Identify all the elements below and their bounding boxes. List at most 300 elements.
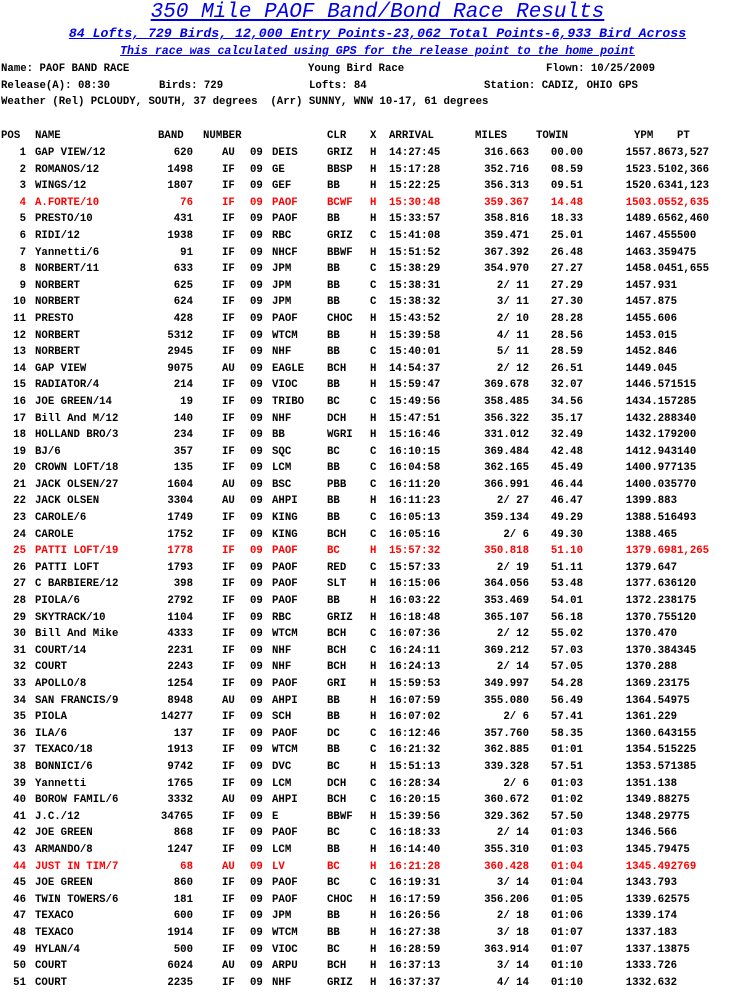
table-row (1, 427, 753, 444)
cell-band-year: 09 (250, 595, 263, 608)
table-row (1, 328, 753, 345)
cell-sex: C (370, 296, 377, 309)
cell-pos: 48 (13, 926, 26, 939)
cell-band-year: 09 (250, 412, 263, 425)
cell-pos: 17 (13, 412, 26, 425)
cell-arrival: 16:07:59 (389, 694, 441, 707)
cell-ypm: 1432.179 (625, 429, 677, 442)
cell-band-code: SCH (272, 711, 292, 724)
cell-band-code: WTCM (272, 329, 298, 342)
cell-sex: H (370, 611, 377, 624)
table-row (1, 875, 753, 892)
cell-arrival: 15:22:25 (389, 180, 441, 193)
cell-ypm: 1364.549 (625, 694, 677, 707)
cell-miles: 350.818 (484, 545, 529, 558)
header-band: BAND (158, 130, 184, 142)
cell-name: RIDI/12 (35, 229, 80, 242)
cell-band-code: NHF (272, 412, 292, 425)
cell-band-code: DEIS (272, 147, 298, 159)
cell-color: BC (327, 445, 340, 458)
table-row (1, 958, 753, 975)
cell-towin: 32.07 (550, 379, 583, 392)
cell-arrival: 15:51:13 (389, 760, 441, 773)
cell-band-prefix: AU (222, 860, 235, 873)
cell-arrival: 16:15:06 (389, 578, 441, 591)
cell-band-prefix: IF (222, 180, 235, 193)
cell-band-year: 09 (250, 445, 263, 458)
cell-pos: 36 (13, 727, 26, 740)
cell-color: BB (327, 329, 340, 342)
cell-name: A.FORTE/10 (35, 196, 100, 209)
cell-band-code: DVC (272, 760, 292, 773)
cell-sex: C (370, 279, 377, 292)
cell-ypm: 1452.846 (625, 346, 677, 359)
cell-band: 3304 (167, 495, 193, 508)
cell-sex: H (370, 694, 377, 707)
cell-band-prefix: IF (222, 578, 235, 591)
cell-color: BCWF (327, 196, 353, 209)
cell-band: 398 (173, 578, 193, 591)
cell-pos: 11 (13, 312, 26, 325)
cell-band-year: 09 (250, 379, 263, 392)
cell-towin: 01:07 (550, 926, 583, 939)
cell-towin: 57.05 (550, 661, 583, 674)
table-row (1, 228, 753, 245)
cell-arrival: 16:18:48 (389, 611, 441, 624)
cell-pos: 10 (13, 296, 26, 309)
cell-color: GRIZ (327, 147, 353, 159)
cell-band-year: 09 (250, 661, 263, 674)
cell-arrival: 15:51:52 (389, 246, 441, 259)
cell-arrival: 16:37:37 (389, 976, 441, 989)
cell-color: CHOC (327, 893, 353, 906)
cell-points: 175 (677, 595, 697, 608)
cell-towin: 34.56 (550, 395, 583, 408)
cell-band-year: 09 (250, 976, 263, 989)
cell-name: NORBERT (35, 296, 80, 309)
cell-band-code: NHCF (272, 246, 298, 259)
cell-towin: 01:07 (550, 943, 583, 956)
cell-miles: 369.484 (484, 445, 529, 458)
cell-band-code: JPM (272, 279, 292, 292)
cell-band: 624 (173, 296, 193, 309)
table-row (1, 975, 753, 992)
cell-band-year: 09 (250, 678, 263, 690)
cell-name: COURT/14 (35, 644, 87, 657)
cell-color: GRIZ (327, 611, 353, 624)
cell-towin: 28.56 (550, 329, 583, 342)
cell-name: HYLAN/4 (35, 943, 80, 956)
cell-name: J.C./12 (35, 810, 80, 823)
cell-name: TEXACO (35, 910, 74, 923)
race-name: Name: PAOF BAND RACE (1, 63, 130, 75)
cell-sex: H (370, 893, 377, 906)
cell-points: 493 (677, 512, 697, 525)
info-line-2 (1, 78, 751, 94)
cell-miles: 355.310 (484, 843, 529, 856)
cell-band-prefix: IF (222, 462, 235, 475)
cell-miles: 2/ 6 (503, 777, 529, 790)
cell-towin: 26.48 (550, 246, 583, 259)
cell-color: BCH (327, 960, 347, 973)
cell-band-prefix: IF (222, 877, 235, 890)
table-row (1, 145, 753, 162)
cell-band-year: 09 (250, 229, 263, 242)
cell-points: 2,635 (677, 196, 710, 209)
cell-band-prefix: IF (222, 893, 235, 906)
cell-sex: C (370, 346, 377, 359)
cell-miles: 363.914 (484, 943, 529, 956)
cell-pos: 37 (13, 744, 26, 757)
cell-band-year: 09 (250, 877, 263, 890)
cell-points: 75 (677, 893, 690, 906)
cell-band: 860 (173, 877, 193, 890)
cell-miles: 355.080 (484, 694, 529, 707)
cell-towin: 01:03 (550, 777, 583, 790)
cell-arrival: 16:28:59 (389, 943, 441, 956)
cell-points: 1,655 (677, 263, 710, 276)
cell-name: TWIN TOWERS/6 (35, 893, 119, 906)
table-row (1, 527, 753, 544)
cell-name: JOE GREEN/14 (35, 395, 112, 408)
cell-color: BB (327, 296, 340, 309)
cell-towin: 46.47 (550, 495, 583, 508)
release-time: Release(A): 08:30 (1, 80, 111, 92)
cell-name: NORBERT (35, 279, 80, 292)
cell-sex: C (370, 727, 377, 740)
cell-color: BB (327, 379, 340, 392)
cell-band-code: PAOF (272, 595, 298, 608)
cell-band: 357 (173, 445, 193, 458)
header-arrival: ARRIVAL (389, 130, 434, 142)
table-row (1, 460, 753, 477)
cell-color: DC (327, 727, 340, 740)
cell-band-year: 09 (250, 561, 263, 574)
cell-band: 1913 (167, 744, 193, 757)
race-summary: 84 Lofts, 729 Birds, 12,000 Entry Points-23,062 Total Points-6,933 Bird Across (68, 26, 687, 41)
cell-miles: 331.012 (484, 429, 529, 442)
cell-miles: 359.367 (484, 196, 529, 209)
cell-color: BB (327, 711, 340, 724)
cell-pos: 34 (13, 694, 26, 707)
cell-towin: 27.27 (550, 263, 583, 276)
cell-band-prefix: AU (222, 794, 235, 807)
cell-ypm: 1379.647 (625, 561, 677, 574)
cell-color: BB (327, 462, 340, 475)
cell-miles: 4/ 14 (496, 976, 529, 989)
cell-towin: 54.01 (550, 595, 583, 608)
cell-name: HOLLAND BRO/3 (35, 429, 119, 442)
cell-name: CROWN LOFT/18 (35, 462, 119, 475)
cell-arrival: 16:11:20 (389, 478, 441, 491)
table-row (1, 908, 753, 925)
cell-miles: 356.322 (484, 412, 529, 425)
cell-band: 431 (173, 213, 193, 226)
cell-band-prefix: IF (222, 429, 235, 442)
cell-sex: H (370, 678, 377, 690)
cell-color: BBWF (327, 810, 353, 823)
cell-band-year: 09 (250, 263, 263, 276)
gps-note: This race was calculated using GPS for the release point to the home point (120, 45, 635, 58)
cell-sex: H (370, 246, 377, 259)
cell-arrival: 15:38:31 (389, 279, 441, 292)
cell-pos: 43 (13, 843, 26, 856)
cell-band-prefix: IF (222, 528, 235, 541)
cell-band-prefix: IF (222, 910, 235, 923)
cell-band: 2243 (167, 661, 193, 674)
cell-ypm: 1351.138 (625, 777, 677, 790)
cell-ypm: 1372.238 (625, 595, 677, 608)
race-type: Young Bird Race (308, 63, 405, 75)
table-row (1, 261, 753, 278)
cell-arrival: 16:28:34 (389, 777, 441, 790)
flown-date: Flown: 10/25/2009 (546, 63, 656, 75)
cell-band-code: LV (272, 860, 285, 873)
cell-band-year: 09 (250, 960, 263, 973)
table-row (1, 195, 753, 212)
cell-miles: 2/ 10 (496, 312, 529, 325)
cell-arrival: 15:47:51 (389, 412, 441, 425)
cell-arrival: 15:39:58 (389, 329, 441, 342)
cell-sex: H (370, 147, 377, 159)
table-row (1, 610, 753, 627)
cell-towin: 01:01 (550, 744, 583, 757)
table-row (1, 394, 753, 411)
cell-band-prefix: IF (222, 545, 235, 558)
cell-name: Yannetti/6 (35, 246, 100, 259)
cell-name: PRESTO (35, 312, 74, 325)
cell-ypm: 1370.755 (625, 611, 677, 624)
cell-color: BC (327, 877, 340, 890)
cell-color: BC (327, 860, 340, 873)
cell-name: CAROLE (35, 528, 74, 541)
cell-band-year: 09 (250, 246, 263, 259)
cell-miles: 2/ 6 (503, 711, 529, 724)
cell-color: SLT (327, 578, 347, 591)
cell-towin: 09.51 (550, 180, 583, 193)
cell-name: NORBERT/11 (35, 263, 100, 276)
cell-band-code: E (272, 810, 279, 823)
table-row (1, 311, 753, 328)
cell-band-year: 09 (250, 777, 263, 790)
cell-miles: 356.313 (484, 180, 529, 193)
cell-towin: 28.59 (550, 346, 583, 359)
cell-sex: H (370, 926, 377, 939)
cell-pos: 14 (13, 362, 26, 375)
cell-pos: 20 (13, 462, 26, 475)
cell-name: SAN FRANCIS/9 (35, 694, 119, 707)
cell-band-code: NHF (272, 644, 292, 657)
cell-arrival: 15:57:32 (389, 545, 441, 558)
header-ypm: YPM (634, 130, 654, 142)
cell-band-prefix: IF (222, 843, 235, 856)
cell-name: JOE GREEN (35, 877, 93, 890)
cell-ypm: 1370.384 (625, 644, 677, 657)
cell-miles: 360.428 (484, 860, 529, 873)
cell-band-year: 09 (250, 860, 263, 873)
cell-sex: H (370, 960, 377, 973)
cell-band-year: 09 (250, 843, 263, 856)
cell-color: BC (327, 943, 340, 956)
cell-miles: 358.816 (484, 213, 529, 226)
cell-sex: H (370, 412, 377, 425)
cell-band-year: 09 (250, 611, 263, 624)
cell-band-prefix: IF (222, 246, 235, 259)
table-row (1, 411, 753, 428)
cell-arrival: 15:30:48 (389, 196, 441, 209)
table-row (1, 444, 753, 461)
cell-sex: C (370, 644, 377, 657)
cell-band-prefix: IF (222, 644, 235, 657)
cell-band-code: RBC (272, 611, 292, 624)
cell-band-year: 09 (250, 362, 263, 375)
table-row (1, 809, 753, 826)
cell-points: 120 (677, 578, 697, 591)
cell-towin: 00.00 (550, 147, 583, 159)
cell-band-year: 09 (250, 495, 263, 508)
cell-miles: 2/ 19 (496, 561, 529, 574)
cell-pos: 23 (13, 512, 26, 525)
cell-name: ILA/6 (35, 727, 68, 740)
cell-miles: 352.716 (484, 163, 529, 176)
cell-name: BJ/6 (35, 445, 61, 458)
cell-ypm: 1379.698 (625, 545, 677, 558)
cell-sex: C (370, 445, 377, 458)
cell-ypm: 1399.883 (625, 495, 677, 508)
cell-band-prefix: IF (222, 163, 235, 176)
cell-miles: 365.107 (484, 611, 529, 624)
cell-pos: 44 (13, 860, 26, 873)
cell-arrival: 16:21:28 (389, 860, 441, 873)
cell-band-prefix: IF (222, 213, 235, 226)
cell-pos: 28 (13, 595, 26, 608)
cell-miles: 339.328 (484, 760, 529, 773)
cell-band: 1752 (167, 528, 193, 541)
cell-arrival: 15:39:56 (389, 810, 441, 823)
cell-miles: 2/ 27 (496, 495, 529, 508)
cell-band: 2945 (167, 346, 193, 359)
cell-color: BB (327, 279, 340, 292)
cell-band-code: JPM (272, 263, 292, 276)
cell-band-prefix: AU (222, 478, 235, 491)
cell-sex: H (370, 545, 377, 558)
cell-pos: 22 (13, 495, 26, 508)
table-row (1, 361, 753, 378)
cell-color: GRIZ (327, 976, 353, 989)
cell-name: COURT (35, 976, 68, 989)
cell-band-prefix: IF (222, 976, 235, 989)
cell-towin: 35.17 (550, 412, 583, 425)
cell-sex: H (370, 578, 377, 591)
cell-band-year: 09 (250, 827, 263, 840)
cell-sex: H (370, 180, 377, 193)
cell-color: BB (327, 926, 340, 939)
cell-band-prefix: IF (222, 678, 235, 690)
cell-pos: 13 (13, 346, 26, 359)
cell-color: BC (327, 827, 340, 840)
cell-sex: C (370, 877, 377, 890)
cell-miles: 2/ 6 (503, 528, 529, 541)
cell-arrival: 15:40:01 (389, 346, 441, 359)
cell-arrival: 16:12:46 (389, 727, 441, 740)
cell-towin: 01:05 (550, 893, 583, 906)
cell-ypm: 1457.931 (625, 279, 677, 292)
header-miles: MILES (475, 130, 508, 142)
cell-band-prefix: IF (222, 379, 235, 392)
cell-miles: 2/ 14 (496, 661, 529, 674)
table-row (1, 676, 753, 693)
cell-sex: H (370, 312, 377, 325)
cell-band: 633 (173, 263, 193, 276)
cell-band-code: PAOF (272, 877, 298, 890)
cell-points: 475 (677, 246, 697, 259)
cell-band-code: PAOF (272, 196, 298, 209)
header-clr: CLR (327, 130, 347, 142)
cell-band-code: EAGLE (272, 362, 305, 375)
cell-ypm: 1361.229 (625, 711, 677, 724)
cell-pos: 16 (13, 395, 26, 408)
cell-band: 1938 (167, 229, 193, 242)
cell-band-code: TRIBO (272, 395, 305, 408)
cell-towin: 58.35 (550, 727, 583, 740)
cell-band-code: LCM (272, 777, 292, 790)
cell-points: 515 (677, 379, 697, 392)
table-header (1, 128, 753, 144)
cell-sex: C (370, 229, 377, 242)
cell-band-prefix: IF (222, 412, 235, 425)
cell-color: BCH (327, 362, 347, 375)
cell-color: BB (327, 180, 340, 193)
cell-towin: 28.28 (550, 312, 583, 325)
cell-name: CAROLE/6 (35, 512, 87, 525)
cell-ypm: 1446.571 (625, 379, 677, 392)
table-row (1, 211, 753, 228)
table-row (1, 825, 753, 842)
cell-name: NORBERT (35, 346, 80, 359)
cell-band-year: 09 (250, 312, 263, 325)
cell-miles: 366.991 (484, 478, 529, 491)
header-name: NAME (35, 130, 61, 142)
cell-towin: 01:10 (550, 960, 583, 973)
cell-pos: 18 (13, 429, 26, 442)
cell-band-prefix: IF (222, 744, 235, 757)
cell-band-year: 09 (250, 196, 263, 209)
cell-pos: 47 (13, 910, 26, 923)
cell-points: 155 (677, 727, 697, 740)
table-row (1, 842, 753, 859)
cell-ypm: 1333.726 (625, 960, 677, 973)
cell-name: COURT (35, 661, 68, 674)
cell-ypm: 1348.297 (625, 810, 677, 823)
cell-color: BCH (327, 644, 347, 657)
table-row (1, 162, 753, 179)
cell-sex: C (370, 478, 377, 491)
cell-band-year: 09 (250, 478, 263, 491)
cell-band-code: NHF (272, 976, 292, 989)
cell-band: 600 (173, 910, 193, 923)
cell-color: BC (327, 395, 340, 408)
cell-ypm: 1345.794 (625, 843, 677, 856)
cell-sex: C (370, 395, 377, 408)
cell-band-year: 09 (250, 727, 263, 740)
cell-band-year: 09 (250, 760, 263, 773)
cell-arrival: 16:04:58 (389, 462, 441, 475)
cell-pos: 1 (19, 147, 26, 159)
cell-color: BB (327, 843, 340, 856)
cell-band: 8948 (167, 694, 193, 707)
cell-pos: 50 (13, 960, 26, 973)
cell-arrival: 16:11:23 (389, 495, 441, 508)
